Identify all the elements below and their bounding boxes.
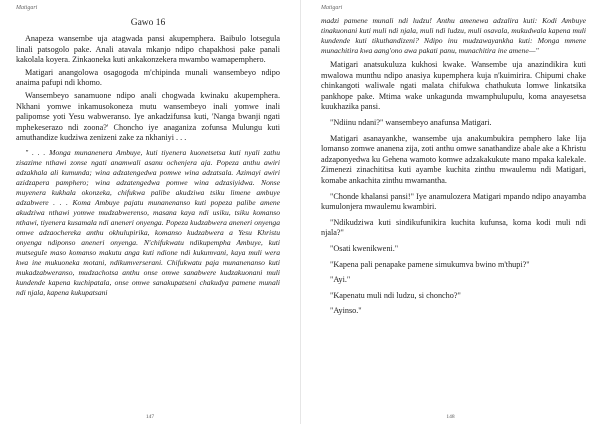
prayer-passage: " . . . Monga munanenera Ambuye, kuti tiyenera kuonetsetsa kuti nyali zathu zisazime nthawi zonse ngati anamwali asanu ochenjera aja. Popeza anthu awiri adzakhala ali kumunda; wina adzatengedwa pomwe wina adzatsala. Azimayi awiri azidzapera pamphero; wina adzatengedwa pomwe wina adzasiyidwa. Nonse muyenera kukhala okonzeka, chifukwa palibe akudziwa tsiku limene ambuye adzabwere . . . Koma Ambuye pajatu munanenanso kuti popeza palibe amene akudziwa nthawi yomwe mudzabwerenso, masana kaya ndi usiku, tsiku komanso nthawi, tiyenera kusamala ndi aneneri onyenga. Popeza kudzabwera aneneri onyenga omwe adzaochereka anthu okhulupirika, komanso kudzabwera a Yesu Khristu onyenga ndiponso aneneri onyenga. N'chifukwatu ndikupempha Ambuye, kuti mutseguIe maso komanso makutu anga kuti ndione ndi kukumvani, kaya muli wera kwa ine mukuoneka motani, ndikumverserani. Chifukwatu paja munanenanso kuti mukadzabweranso, mudzachotsa anthu onse omwe sanabwere kudzakuonani muli kundende kapena kuchipatala, onse omwe sanakupatseni chakudya pamene munali ndi njala, kapena kukupatsani: [16, 147, 280, 297]
prayer-passage: madzi pamene munali ndi ludzu! Anthu amenewa adzalira kuti: Kodi Ambuye tinakuonani kuti muli ndi njala, muli ndi ludzu, muli osavala, mukudwala kapena muli kundende kuti tikuthandizeni? Ndipo inu mudzawayankha kuti: Monga mmene munachitira kwa aang'ono awa pakati panu, munachitira ine amene—": [321, 16, 586, 55]
page-number: 148: [446, 414, 455, 420]
page-body: [16, 16, 280, 298]
paragraph: Wansembeyo sanamuone ndipo anali chogwada kwinaku akupemphera. Nkhani yomwe inkamusokoneza mutu wansembeyo inali yomwe inali palipomse yoti Yesu wabweranso. Iye ankadzifunsa kuti, 'Nanga bwanji ngati mphekeserazo ndi zoona?' Choncho iye anaganiza zofunsa Mulungu kuti amuthandize kudziwa zenizeni zake za nkhaniyi . . .: [16, 90, 280, 143]
dialogue-line: "Ndiinu ndani?" wansembeyo anafunsa Matigari.: [330, 117, 492, 127]
page-number: 147: [145, 414, 155, 420]
chapter-title: Gawo 16: [130, 18, 166, 28]
dialogue-line: "Kapena pali penapake pamene simukumva bwino m'thupi?": [330, 259, 530, 269]
dialogue-line: "Kapenatu muli ndi ludzu, si choncho?": [330, 290, 461, 300]
paragraph: Matigari asanayankhe, wansembe uja anakumbukira pemphero lake lija lomanso zomwe ananena zija, zoti anthu omwe sanathandize abale ake a Khristu adzaponyedwa ku Gehena wamoto komwe adzakakukute mano mpaka kalekale. Zimenezi zinachititsa kuti ayambe kuchita zinthu mwaulemu ndi Matigari, komabe ankachita zinthu mwamantha.: [321, 133, 586, 185]
running-head: Matigari: [16, 5, 38, 11]
dialogue-line: "Chonde khalansi pansi!" Iye anamulozera Matigari mpando ndipo anayamba kumulonjera mwaulemu kwambiri.: [321, 191, 586, 212]
paragraph: Matigari anatsukuluza kukhosi kwake. Wansembe uja anazindikira kuti mwalowa munthu ndipo anasiya kupemphera kuja n'kuimirira. Chipumi chake chinkangoti waliwale ngati malata chifukwa chathukuta lomwe linkatsika pankhope pake. Mtima wake unkagunda mwamphulupulu, koma anayesetsa kuukhazika pansi.: [321, 60, 586, 112]
dialogue-line: "Ayinso.": [330, 306, 362, 316]
dialogue-line: "Osati kwenikweni.": [330, 243, 399, 253]
paragraph: Anapeza wansembe uja atagwada pansi akupemphera. Baibulo lotsegula linali patsogolo pake. Anali atavala mkanjo ndipo chapakhosi pake panali kakolala koyera. Zinkaoneka kuti ankakonzekera mwambo wamapemphero.: [16, 34, 280, 65]
running-head: Matigari: [321, 5, 343, 11]
dialogue-line: "Ndikudziwa kuti sindikufunikira kuchita kufunsa, koma kodi muli ndi njala?": [321, 217, 586, 238]
right-page: [300, 0, 600, 424]
paragraph: Matigari anangolowa osagogoda m'chipinda munali wansembeyo ndipo anaima pafupi ndi khomo.: [16, 67, 280, 88]
dialogue-line: "Ayi.": [330, 275, 351, 285]
page-body: [321, 16, 586, 317]
